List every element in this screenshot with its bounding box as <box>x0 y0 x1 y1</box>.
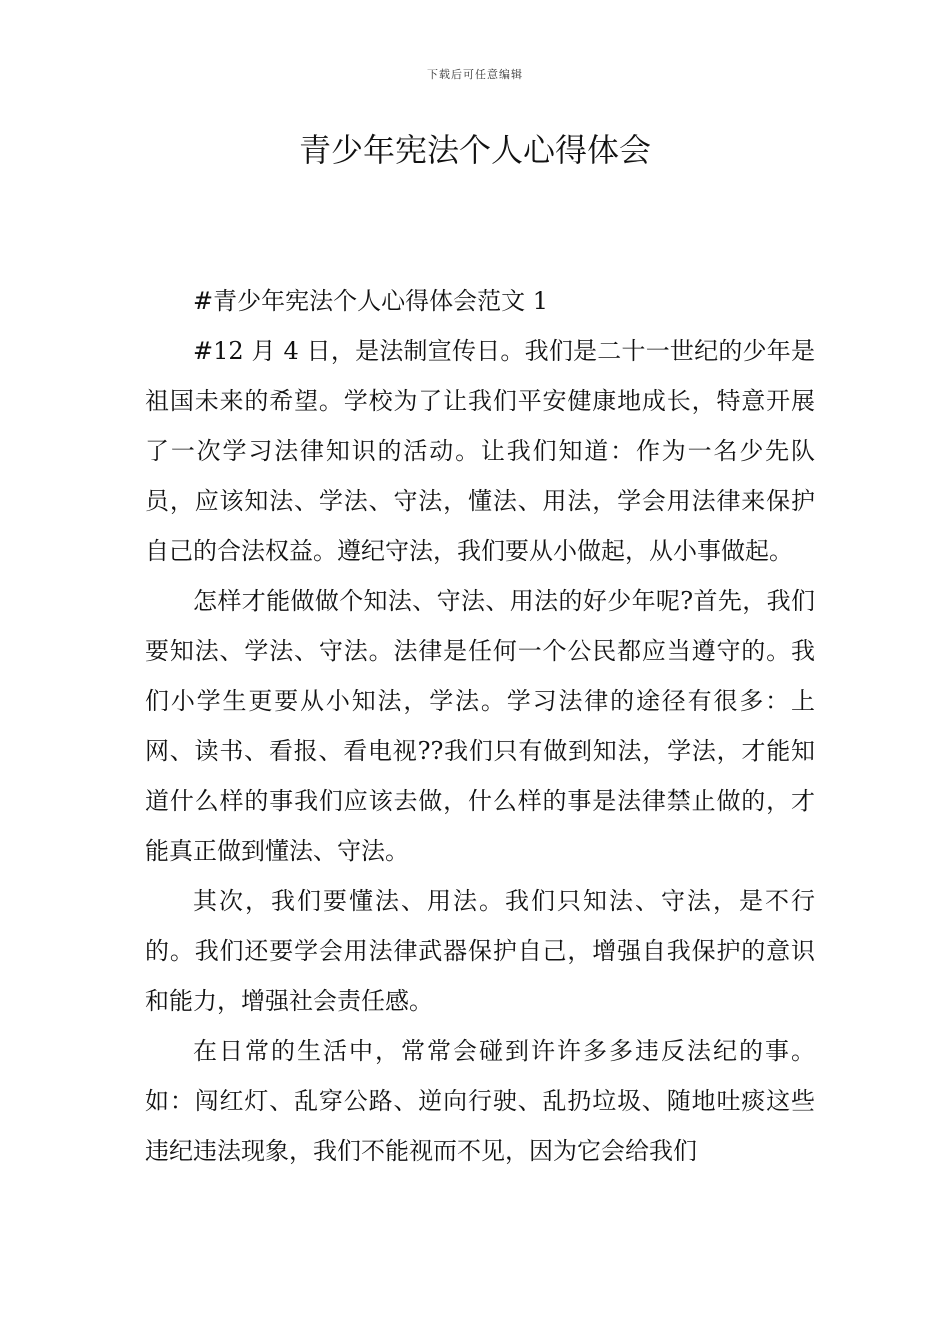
document-body <box>145 276 815 1176</box>
header-note: 下载后可任意编辑 <box>427 68 523 81</box>
page-title: 青少年宪法个人心得体会 <box>298 131 651 169</box>
paragraph: 怎样才能做做个知法、守法、用法的好少年呢?首先，我们要知法、学法、守法。法律是任何一个公民都应当遵守的。我们小学生更要从小知法，学法。学习法律的途径有很多：上网、读书、看报、看电视??我们只有做到知法，学法，才能知道什么样的事我们应该去做，什么样的事是法律禁止做的，才能真正做到懂法、守法。 <box>145 587 815 865</box>
paragraph: 在日常的生活中，常常会碰到许许多多违反法纪的事。如：闯红灯、乱穿公路、逆向行驶、乱扔垃圾、随地吐痰这些违纪违法现象，我们不能视而不见，因为它会给我们 <box>145 1037 815 1165</box>
paragraph: 其次，我们要懂法、用法。我们只知法、守法，是不行的。我们还要学会用法律武器保护自己，增强自我保护的意识和能力，增强社会责任感。 <box>145 887 815 1015</box>
paragraph-subtitle: #青少年宪法个人心得体会范文 1 <box>193 287 549 315</box>
paragraph: #12 月 4 日，是法制宣传日。我们是二十一世纪的少年是祖国未来的希望。学校为了让我们平安健康地成长，特意开展了一次学习法律知识的活动。让我们知道：作为一名少先队员，应该知法、学法、守法，懂法、用法，学会用法律来保护自己的合法权益。遵纪守法，我们要从小做起，从小事做起。 <box>145 337 815 565</box>
